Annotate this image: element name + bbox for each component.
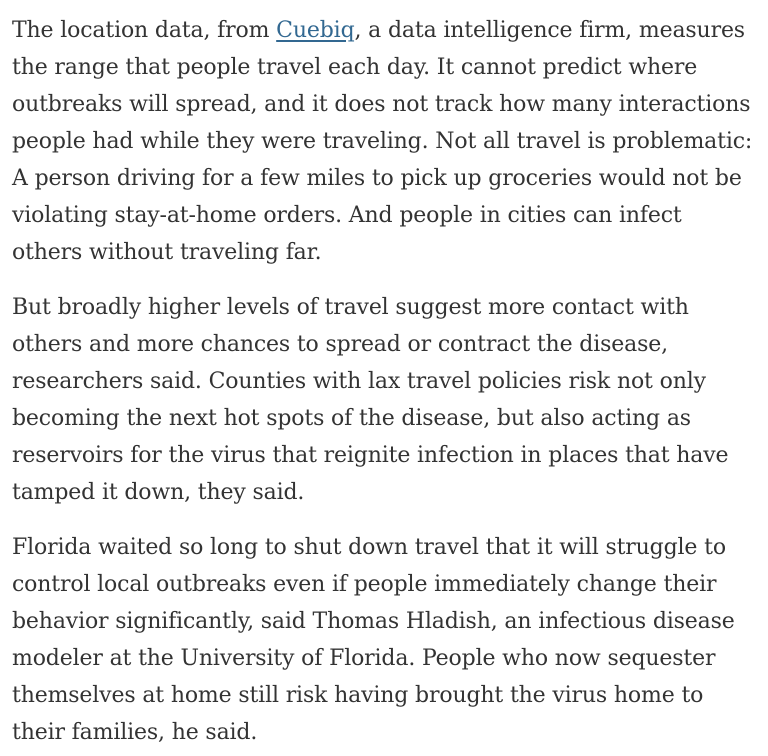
paragraph-1-text-before-link: The location data, from bbox=[12, 18, 277, 43]
paragraph-3: Florida waited so long to shut down travel that it will struggle to control local outbreaks even if people immediately change their behavior significantly, said Thomas Hladish, an infectious disease modeler at the University of Florida. People who now sequester themselves at home still risk having brought the virus home to their families, he said. bbox=[12, 535, 735, 745]
paragraph-2: But broadly higher levels of travel suggest more contact with others and more chances to spread or contract the disease, researchers said. Counties with lax travel policies risk not only becoming the next hot spots of the disease, but also acting as reservoirs for the virus that reignite infection in places that have tamped it down, they said. bbox=[12, 295, 729, 505]
paragraph-1 bbox=[12, 12, 756, 271]
cuebiq-link[interactable]: Cuebiq bbox=[276, 18, 355, 43]
paragraph-1-text-after-link: , a data intelligence firm, measures the range that people travel each day. It cannot predict where outbreaks will spread, and it does not track how many interactions people had while they were traveling. Not all travel is problematic: A person driving for a few miles to pick up groceries would not be violating stay-at-home orders. And people in cities can infect others without traveling far. bbox=[12, 18, 753, 265]
